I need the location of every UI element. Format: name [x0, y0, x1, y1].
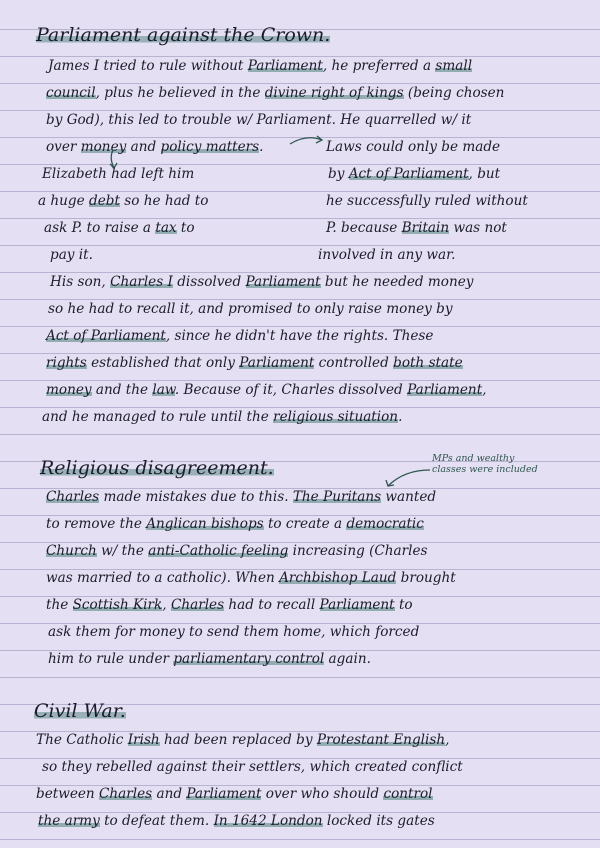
note-line: Laws could only be made	[326, 139, 501, 155]
note-line: the army to defeat them. In 1642 London locked its gates	[38, 813, 435, 829]
note-line: money and the law. Because of it, Charles dissolved Parliament,	[46, 382, 487, 398]
note-line: between Charles and Parliament over who should control	[36, 786, 433, 802]
note-line: by Act of Parliament, but	[328, 166, 501, 182]
note-line: P. because Britain was not	[326, 220, 507, 236]
note-line: and he managed to rule until the religious situation.	[42, 409, 403, 425]
heading-religious-disagreement: Religious disagreement.	[40, 457, 274, 479]
arrow-icon	[290, 134, 330, 150]
note-line: by God), this led to trouble w/ Parliament. He quarrelled w/ it	[46, 112, 472, 128]
note-line: council, plus he believed in the divine right of kings (being chosen	[46, 85, 505, 101]
note-line: was married to a catholic). When Archbishop Laud brought	[46, 570, 456, 586]
note-line: Elizabeth had left him	[42, 166, 195, 182]
note-line: Charles made mistakes due to this. The Puritans wanted	[46, 489, 437, 505]
note-line: a huge debt so he had to	[38, 193, 209, 209]
note-line: rights established that only Parliament controlled both state	[46, 355, 463, 371]
note-line: ask P. to raise a tax to	[44, 220, 195, 236]
note-line: over money and policy matters.	[46, 139, 264, 155]
note-line: him to rule under parliamentary control again.	[48, 651, 371, 667]
note-line: he successfully ruled without	[326, 193, 528, 209]
note-line: involved in any war.	[318, 247, 456, 263]
note-line: The Catholic Irish had been replaced by Protestant English,	[36, 732, 450, 748]
note-line: to remove the Anglican bishops to create a democratic	[46, 516, 424, 532]
heading-parliament-against-crown: Parliament against the Crown.	[36, 24, 331, 46]
arrow-icon	[384, 468, 444, 490]
note-line: James I tried to rule without Parliament, he preferred a small	[48, 58, 473, 74]
note-line: His son, Charles I dissolved Parliament but he needed money	[50, 274, 474, 290]
note-line: the Scottish Kirk, Charles had to recall Parliament to	[46, 597, 413, 613]
margin-note: MPs and wealthy classes were included	[432, 453, 538, 475]
heading-civil-war: Civil War.	[34, 700, 126, 722]
note-line: pay it.	[50, 247, 93, 263]
note-line: so he had to recall it, and promised to only raise money by	[48, 301, 453, 317]
note-line: Act of Parliament, since he didn't have the rights. These	[46, 328, 434, 344]
note-line: so they rebelled against their settlers, which created conflict	[42, 759, 463, 775]
note-line: ask them for money to send them home, which forced	[48, 624, 420, 640]
note-line: Church w/ the anti-Catholic feeling increasing (Charles	[46, 543, 428, 559]
